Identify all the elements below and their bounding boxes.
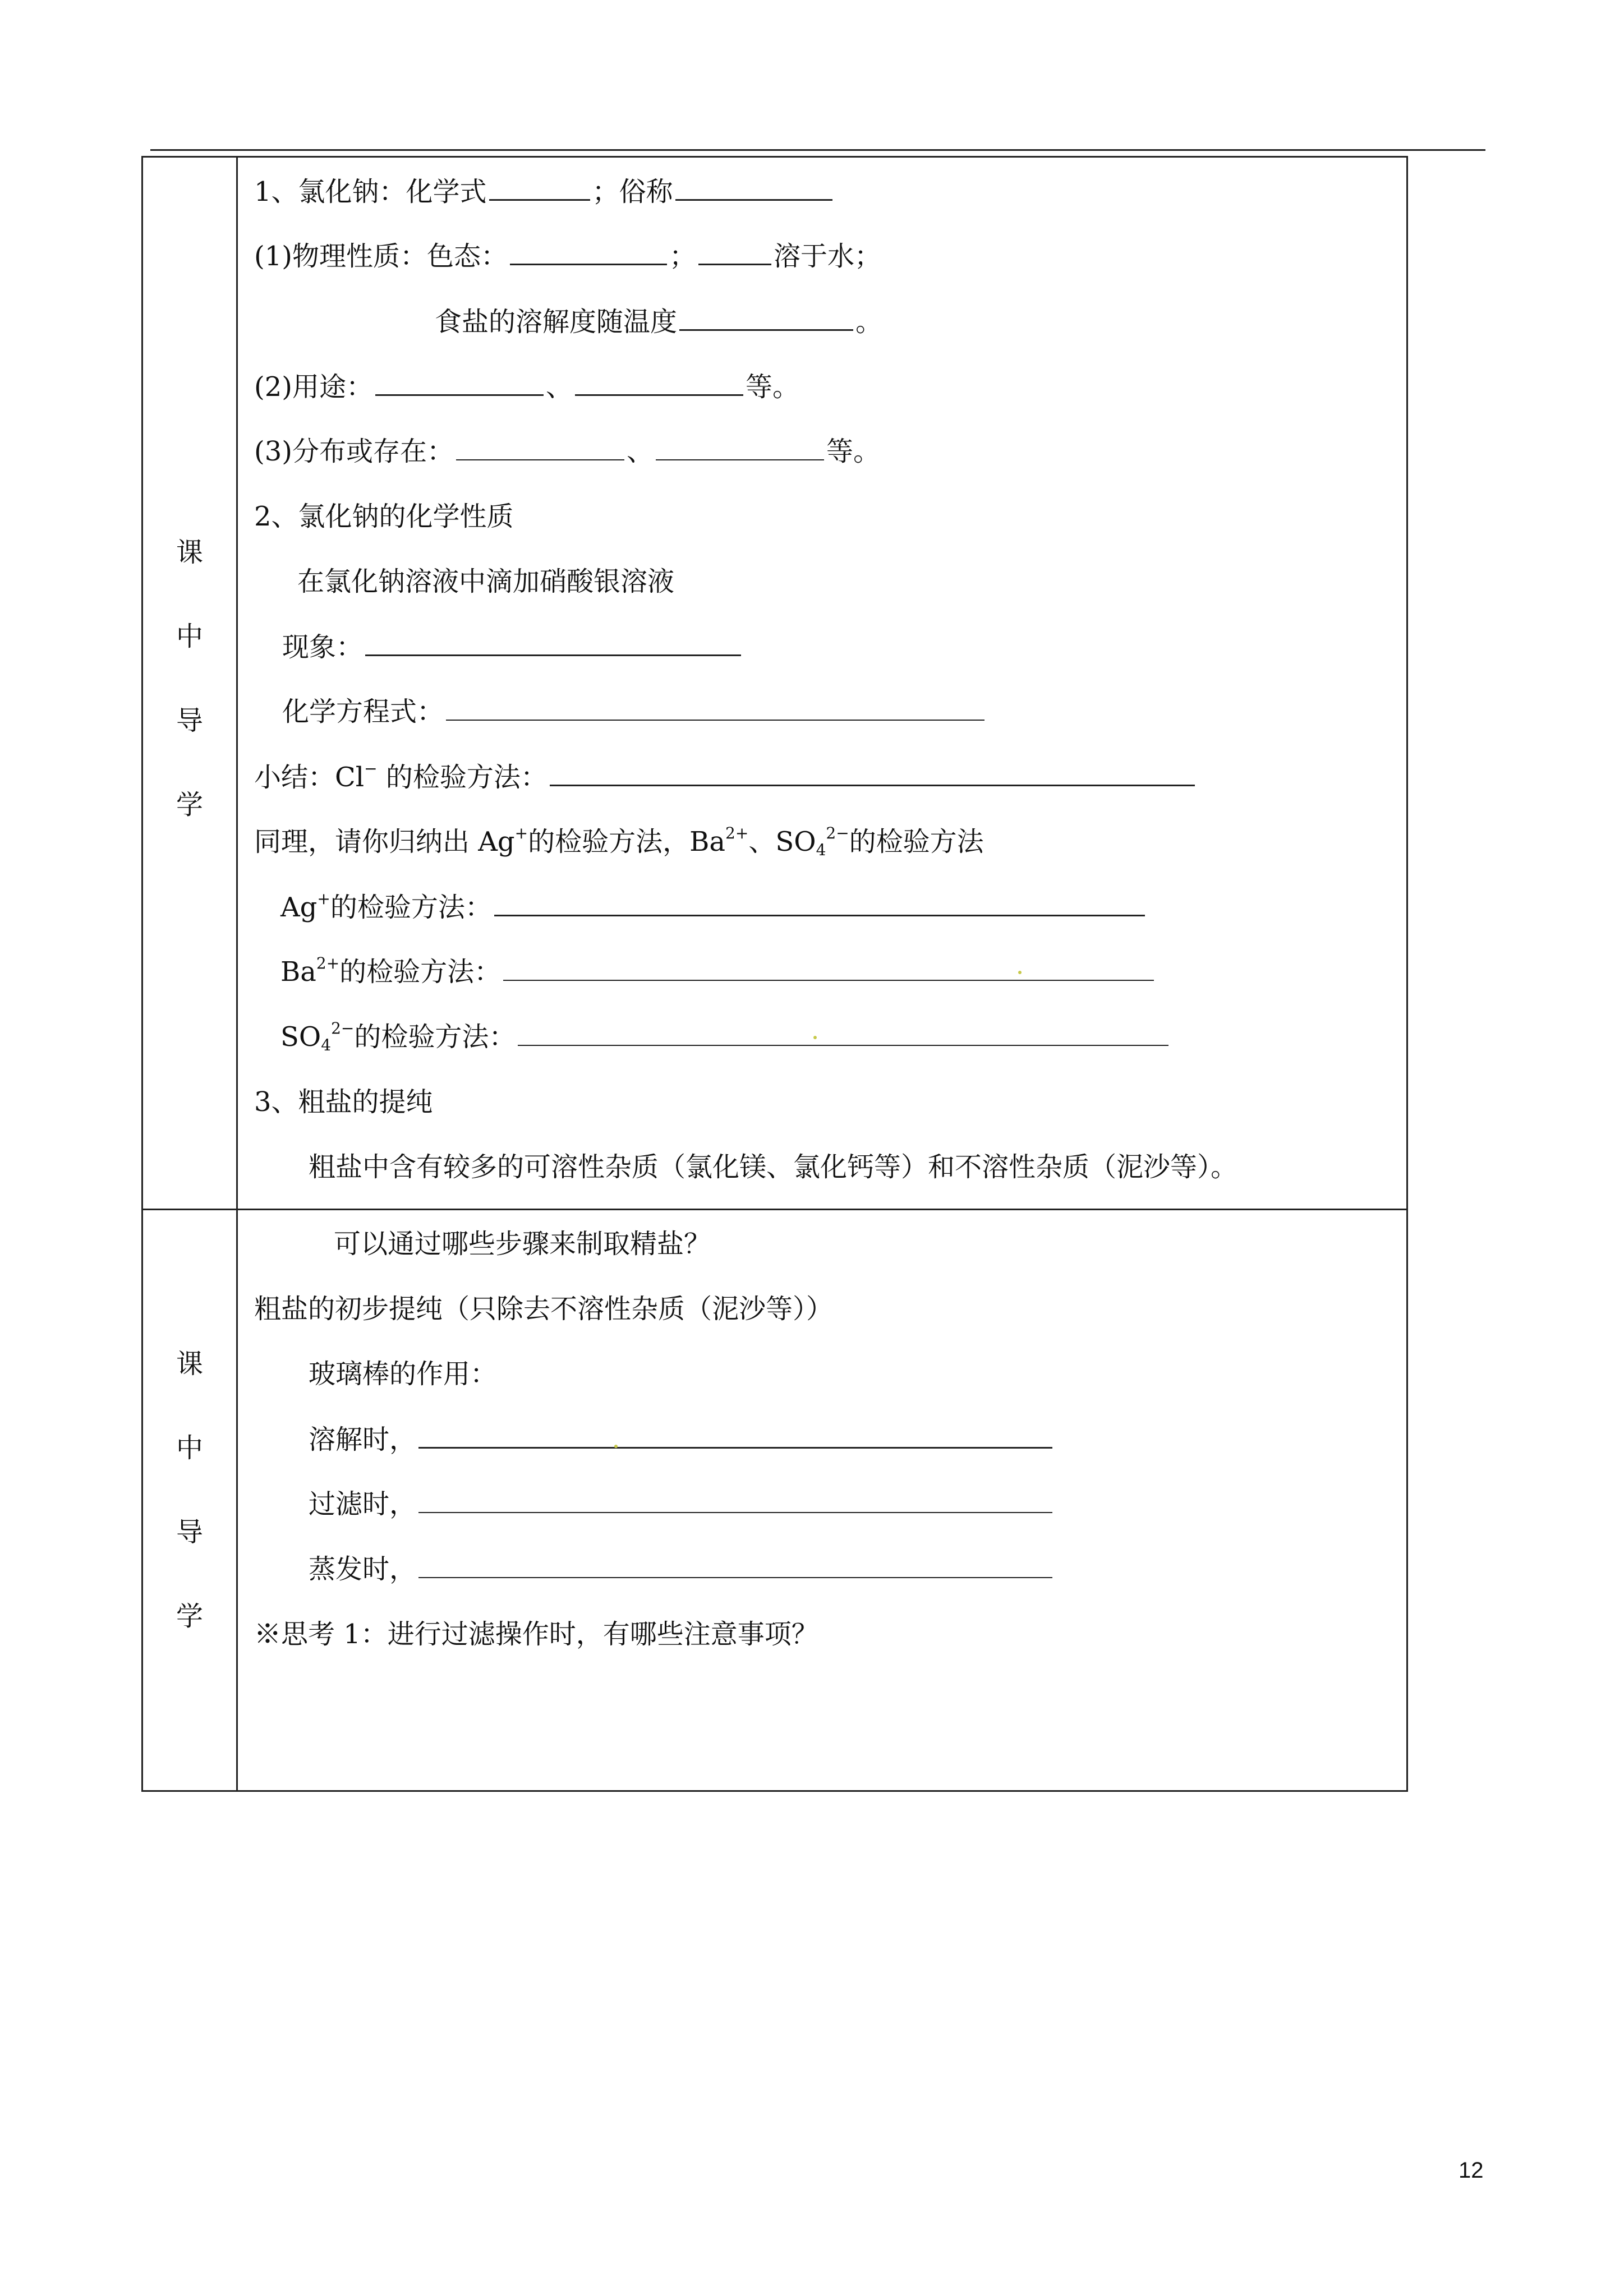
thinking-question: ※思考 1：进行过滤操作时，有哪些注意事项？ (254, 1619, 818, 1650)
common-name-blank[interactable] (675, 174, 832, 201)
evaporating-line: 蒸发时， (309, 1552, 1055, 1586)
guide-table-1 (141, 156, 1408, 1210)
phenomenon-line: 现象： (282, 630, 743, 664)
dissolving-line: 溶解时， (309, 1422, 1055, 1456)
chloride-test-line: 小结：Cl− 的检验方法： (254, 760, 1197, 794)
equation-blank[interactable] (446, 695, 984, 721)
solubility-temperature-line: 食盐的溶解度随温度 。 (435, 305, 882, 339)
chloride-test-blank[interactable] (550, 760, 1195, 786)
dissolving-blank[interactable] (418, 1422, 1052, 1449)
temperature-blank[interactable] (679, 305, 853, 331)
page-number: 12 (1459, 2158, 1484, 2183)
speck (1018, 971, 1022, 974)
filtering-line: 过滤时， (309, 1487, 1055, 1521)
side-char: 导 (176, 705, 203, 736)
column-separator (236, 1210, 238, 1790)
use-blank-1[interactable] (375, 370, 544, 396)
distribution-blank-2[interactable] (656, 435, 824, 460)
column-separator (236, 158, 238, 1209)
side-char: 导 (176, 1516, 203, 1548)
filtering-blank[interactable] (418, 1487, 1052, 1513)
sulfate-test-blank[interactable] (518, 1020, 1168, 1046)
uses-line: (2)用途： 、 等。 (254, 370, 799, 404)
use-blank-2[interactable] (575, 370, 743, 396)
equation-line: 化学方程式： (282, 695, 987, 729)
experiment-description: 在氯化钠溶液中滴加硝酸银溶液 (297, 566, 675, 597)
solubility-blank[interactable] (698, 239, 771, 265)
side-char: 中 (176, 1432, 203, 1464)
formula-blank[interactable] (489, 174, 590, 201)
impurity-description: 粗盐中含有较多的可溶性杂质（氯化镁、氯化钙等）和不溶性杂质（泥沙等）。 (309, 1151, 1238, 1183)
purification-heading: 3、粗盐的提纯 (254, 1086, 433, 1118)
physical-properties-line: (1)物理性质：色态： ； 溶于水； (254, 239, 881, 273)
distribution-line: (3)分布或存在： 、 等。 (254, 436, 881, 467)
header-rule (150, 149, 1485, 151)
barium-test-blank[interactable] (503, 955, 1154, 981)
side-char: 课 (176, 537, 203, 568)
barium-test-line: $Ba^{2+}$的检验方法： (280, 955, 1156, 989)
speck (614, 1445, 618, 1448)
side-char: 中 (176, 621, 203, 652)
distribution-blank-1[interactable] (456, 435, 624, 460)
side-char: 学 (176, 1601, 203, 1632)
guide-table-2 (141, 1209, 1408, 1792)
silver-test-blank[interactable] (494, 890, 1145, 916)
side-char: 学 (176, 789, 203, 820)
initial-purification-line: 粗盐的初步提纯（只除去不溶性杂质（泥沙等）） (254, 1293, 834, 1325)
sulfate-test-line: $SO_4^{2-}$的检验方法： (280, 1020, 1171, 1054)
speck (813, 1036, 817, 1039)
glass-rod-role-heading: 玻璃棒的作用： (309, 1358, 498, 1390)
summary-prompt-line: 同理，请你归纳出 Ag+的检验方法，$Ba^{2+}$、$SO_4^{2-}$的检验方法 (254, 824, 984, 859)
steps-question: 可以通过哪些步骤来制取精盐？ (334, 1228, 711, 1260)
evaporating-blank[interactable] (418, 1552, 1052, 1578)
side-char: 课 (176, 1348, 203, 1380)
phenomenon-blank[interactable] (365, 630, 741, 656)
color-state-blank[interactable] (510, 239, 667, 265)
nacl-formula-line: 1、氯化钠：化学式 ；俗称 (254, 174, 835, 209)
silver-test-line: Ag+的检验方法： (280, 890, 1147, 924)
chemical-properties-heading: 2、氯化钠的化学性质 (254, 501, 514, 532)
